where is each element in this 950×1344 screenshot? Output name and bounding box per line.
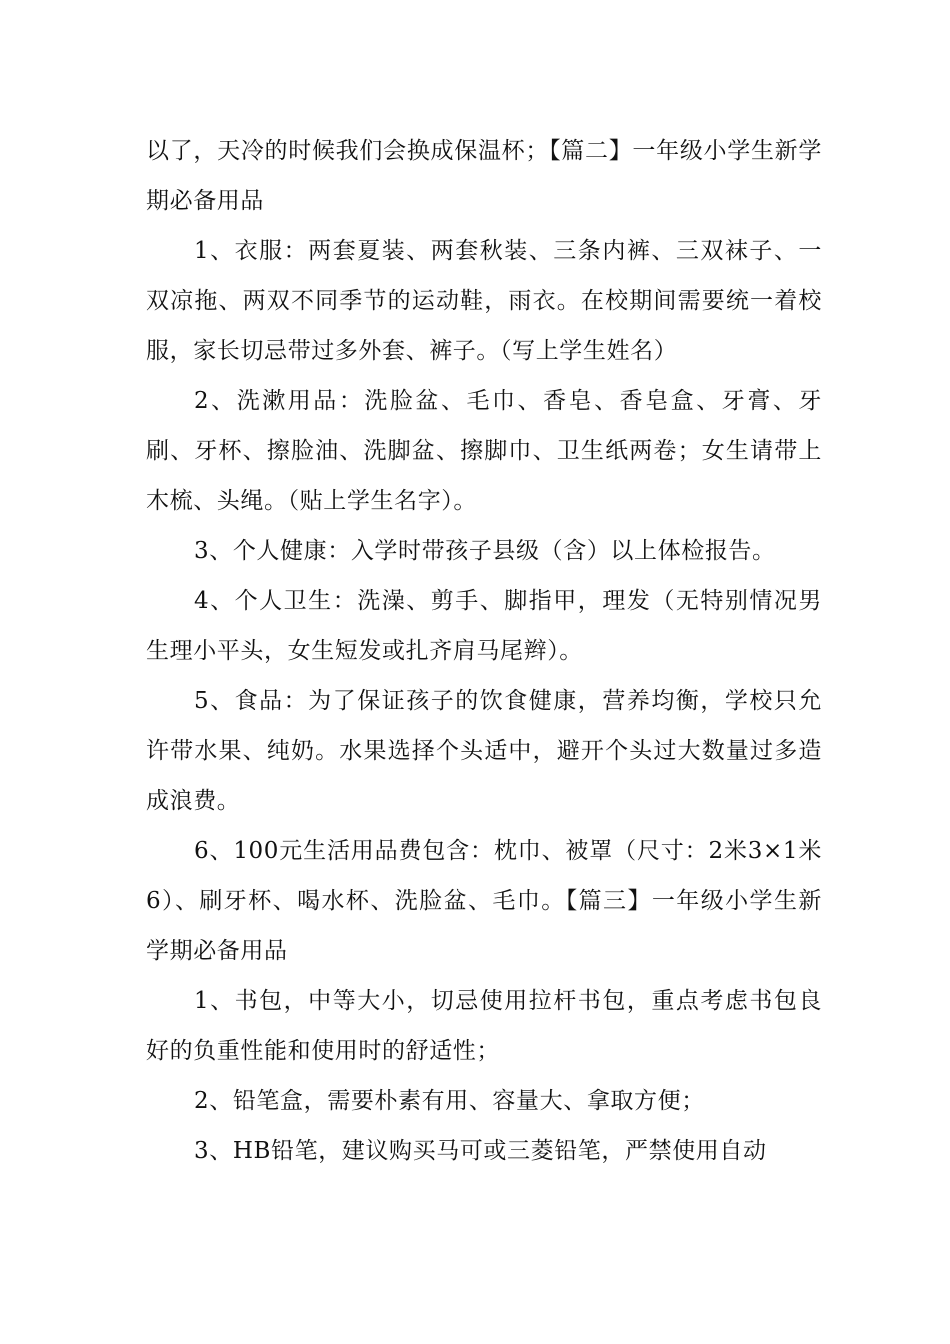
paragraph-continued-intro: 以了，天冷的时候我们会换成保温杯；【篇二】一年级小学生新学期必备用品 <box>146 138 822 214</box>
paragraph-item-supplies-fee: 6、100元生活用品费包含：枕巾、被罩（尺寸：2米3×1米6）、刷牙杯、喝水杯、洗脸盆、毛巾。【篇三】一年级小学生新学期必备用品 <box>146 838 822 964</box>
document-body <box>146 126 822 1176</box>
paragraph-item-toiletries: 2、洗漱用品：洗脸盆、毛巾、香皂、香皂盒、牙膏、牙刷、牙杯、擦脸油、洗脚盆、擦脚巾、卫生纸两卷；女生请带上木梳、头绳。（贴上学生名字）。 <box>146 388 822 514</box>
paragraph-item-hb-pencil: 3、HB铅笔，建议购买马可或三菱铅笔，严禁使用自动 <box>194 1138 767 1164</box>
paragraph-item-schoolbag: 1、书包，中等大小，切忌使用拉杆书包，重点考虑书包良好的负重性能和使用时的舒适性； <box>146 988 822 1064</box>
paragraph-item-health: 3、个人健康：入学时带孩子县级（含）以上体检报告。 <box>194 538 776 564</box>
paragraph-item-pencil-case: 2、铅笔盒，需要朴素有用、容量大、拿取方便； <box>194 1088 705 1114</box>
paragraph-item-clothing: 1、衣服：两套夏装、两套秋装、三条内裤、三双袜子、一双凉拖、两双不同季节的运动鞋，雨衣。在校期间需要统一着校服，家长切忌带过多外套、裤子。（写上学生姓名） <box>146 238 822 364</box>
paragraph-item-hygiene: 4、个人卫生：洗澡、剪手、脚指甲，理发（无特别情况男生理小平头，女生短发或扎齐肩马尾辫）。 <box>146 588 822 664</box>
paragraph-item-food: 5、食品：为了保证孩子的饮食健康，营养均衡，学校只允许带水果、纯奶。水果选择个头适中，避开个头过大数量过多造成浪费。 <box>146 688 822 814</box>
